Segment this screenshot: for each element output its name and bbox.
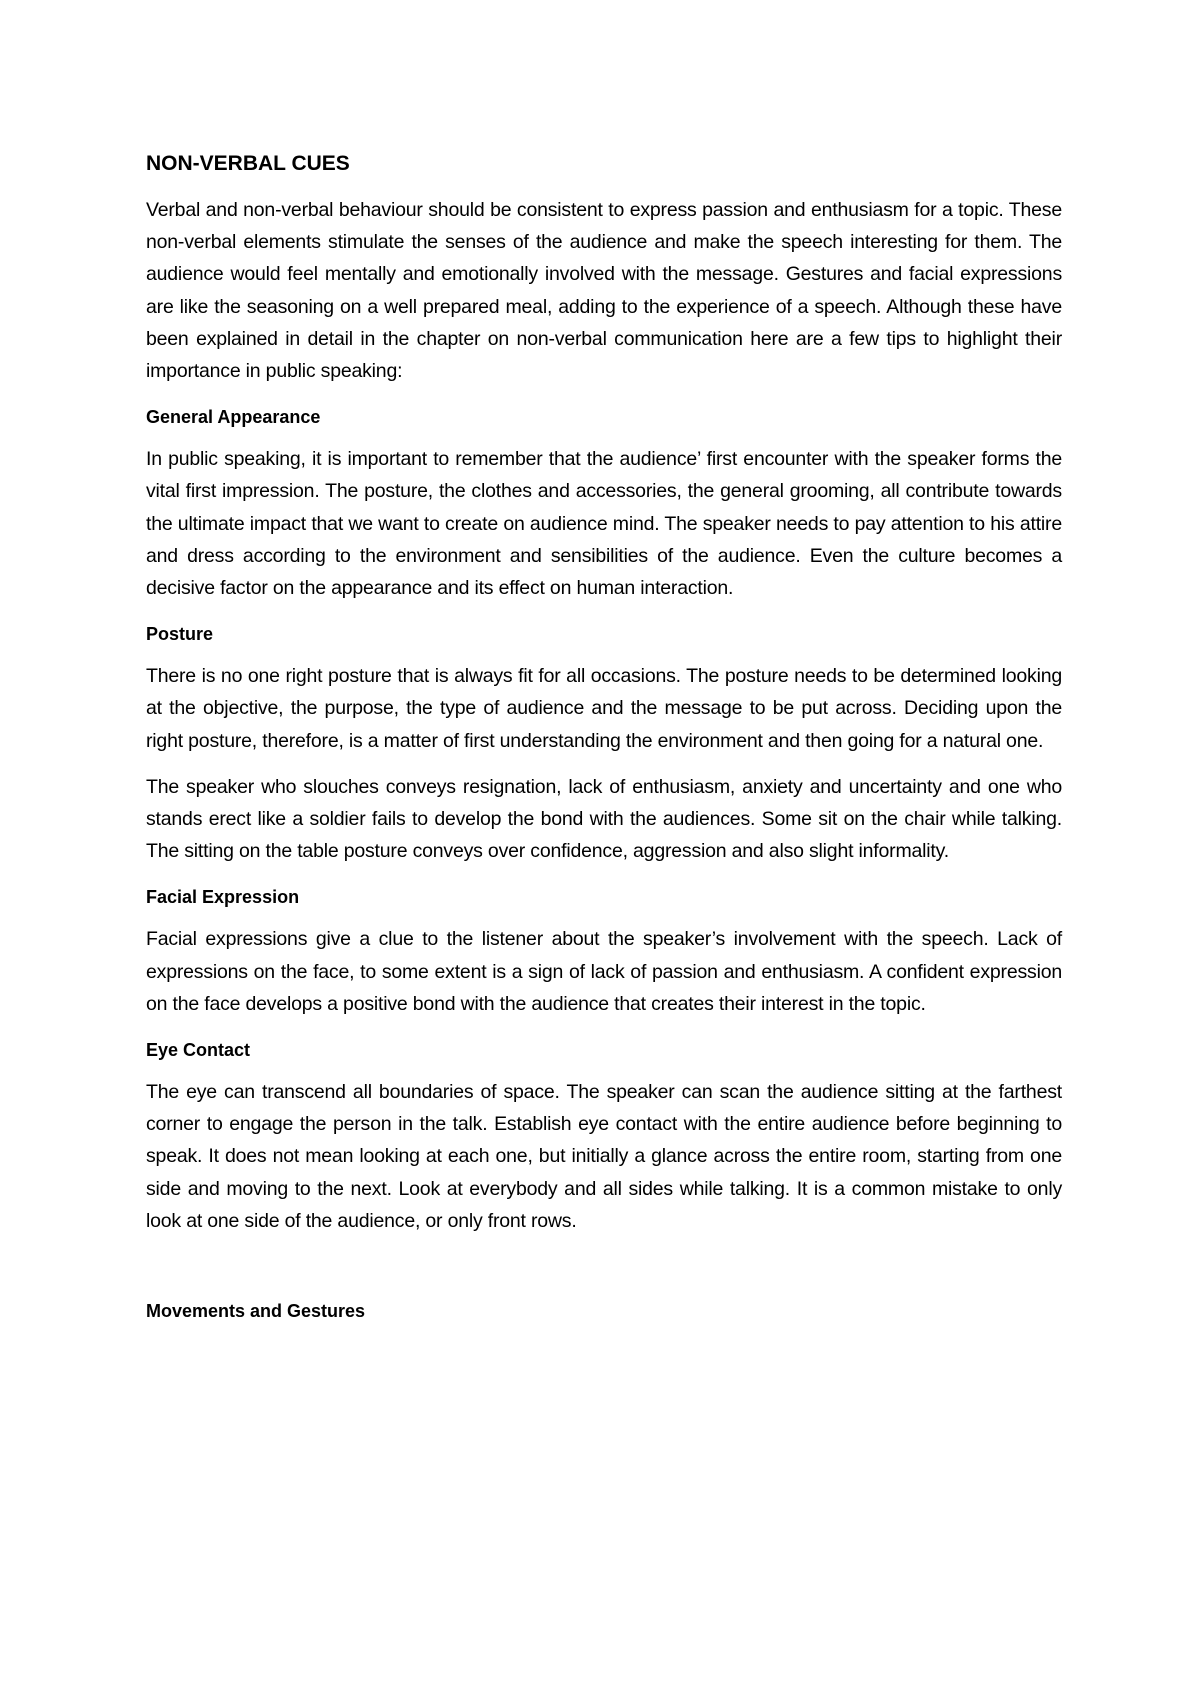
section-paragraph: In public speaking, it is important to remember that the audience’ first encounter with the speaker forms the vital first impression. The posture, the clothes and accessories, the general grooming, all contribute towards the ultimate impact that we want to create on audience mind. The speaker needs to pay attention to his attire and dress according to the environment and sensibilities of the audience. Even the culture becomes a decisive factor on the appearance and its effect on human interaction. — [146, 448, 1062, 600]
section-eye-contact — [146, 1034, 1062, 1237]
section-heading: Movements and Gestures — [146, 1301, 366, 1322]
section-posture — [146, 618, 1062, 867]
section-paragraph: There is no one right posture that is always fit for all occasions. The posture needs to be determined looking at the objective, the purpose, the type of audience and the message to be put across. Deciding upon the right posture, therefore, is a matter of first understanding the environment and then going for a natural one. — [146, 665, 1062, 752]
section-paragraph: Facial expressions give a clue to the listener about the speaker’s involvement with the speech. Lack of expressions on the face, to some extent is a sign of lack of passion and enthusiasm. A confident expression on the face develops a positive bond with the audience that creates their interest in the topic. — [146, 928, 1062, 1015]
intro-paragraph: Verbal and non-verbal behaviour should be consistent to express passion and enthusiasm for a topic. These non-verbal elements stimulate the senses of the audience and make the speech interesting for them. The audience would feel mentally and emotionally involved with the message. Gestures and facial expressions are like the seasoning on a well prepared meal, adding to the experience of a speech. Although these have been explained in detail in the chapter on non-verbal communication here are a few tips to highlight their importance in public speaking: — [146, 199, 1062, 383]
section-movements-and-gestures — [146, 1295, 1062, 1327]
section-heading: Eye Contact — [146, 1040, 251, 1061]
section-facial-expression — [146, 881, 1062, 1020]
section-general-appearance — [146, 401, 1062, 604]
section-heading: General Appearance — [146, 407, 321, 428]
blank-line — [146, 1251, 1062, 1295]
section-paragraph: The speaker who slouches conveys resignation, lack of enthusiasm, anxiety and uncertainty and one who stands erect like a soldier fails to develop the bond with the audiences. Some sit on the chair while talking. The sitting on the table posture conveys over confidence, aggression and also slight informality. — [146, 775, 1062, 863]
document-page — [146, 148, 1062, 1337]
section-heading: Facial Expression — [146, 887, 300, 908]
document-title: NON-VERBAL CUES — [146, 152, 350, 175]
section-heading: Posture — [146, 624, 214, 645]
section-paragraph: The eye can transcend all boundaries of space. The speaker can scan the audience sitting at the farthest corner to engage the person in the talk. Establish eye contact with the entire audience before beginning to speak. It does not mean looking at each one, but initially a glance across the entire room, starting from one side and moving to the next. Look at everybody and all sides while talking. It is a common mistake to only look at one side of the audience, or only front rows. — [146, 1081, 1062, 1232]
